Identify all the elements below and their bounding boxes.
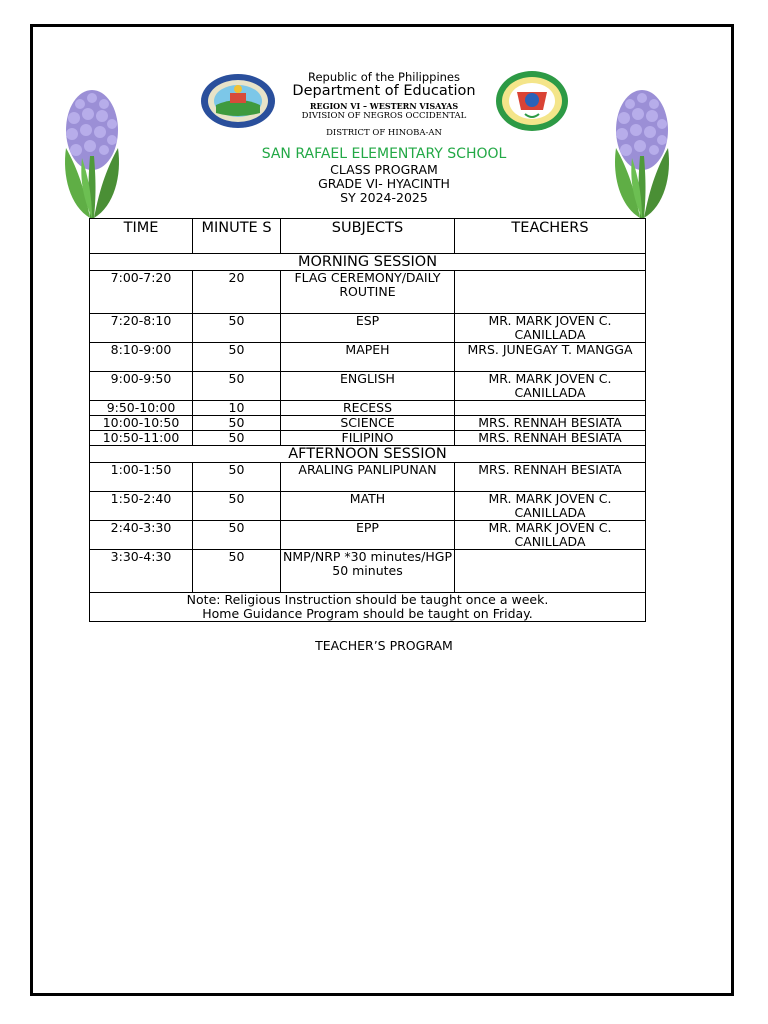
- teacher-cell: MRS. RENNAH BESIATA: [455, 463, 646, 492]
- time-cell: 9:50-10:00: [90, 401, 193, 416]
- teacher-cell: MRS. JUNEGAY T. MANGGA: [455, 343, 646, 372]
- division-text: DIVISION OF NEGROS OCCIDENTAL: [301, 111, 467, 121]
- teachers-program-title: TEACHER’S PROGRAM: [315, 638, 453, 653]
- subject-cell: SCIENCE: [281, 416, 455, 431]
- program-title: CLASS PROGRAM: [330, 162, 438, 177]
- note-row: [90, 593, 646, 622]
- teacher-cell: MR. MARK JOVEN C. CANILLADA: [455, 521, 646, 550]
- minutes-cell: 50: [193, 343, 281, 372]
- time-cell: 8:10-9:00: [90, 343, 193, 372]
- header-subjects: SUBJECTS: [281, 219, 455, 254]
- table-row: [90, 271, 646, 314]
- district-text: DISTRICT OF HINOBA-AN: [326, 128, 442, 138]
- table-row: [90, 492, 646, 521]
- subject-cell: MAPEH: [281, 343, 455, 372]
- table-header-row: [90, 219, 646, 254]
- teacher-cell: MR. MARK JOVEN C. CANILLADA: [455, 492, 646, 521]
- time-cell: 1:50-2:40: [90, 492, 193, 521]
- subject-cell: FLAG CEREMONY/DAILY ROUTINE: [281, 271, 455, 314]
- afternoon-session-label: AFTERNOON SESSION: [90, 446, 646, 463]
- republic-text: Republic of the Philippines: [307, 70, 461, 84]
- school-name: SAN RAFAEL ELEMENTARY SCHOOL: [261, 146, 507, 162]
- table-row: [90, 314, 646, 343]
- note-line-2: Home Guidance Program should be taught on Friday.: [202, 606, 533, 621]
- time-cell: 1:00-1:50: [90, 463, 193, 492]
- minutes-cell: 50: [193, 492, 281, 521]
- table-row: [90, 343, 646, 372]
- time-cell: 2:40-3:30: [90, 521, 193, 550]
- note-cell: [90, 593, 646, 622]
- subject-cell: RECESS: [281, 401, 455, 416]
- table-row: [90, 550, 646, 593]
- minutes-cell: 10: [193, 401, 281, 416]
- minutes-cell: 20: [193, 271, 281, 314]
- time-cell: 3:30-4:30: [90, 550, 193, 593]
- grade-section: GRADE VI- HYACINTH: [318, 176, 450, 191]
- morning-session-label: MORNING SESSION: [90, 254, 646, 271]
- teacher-cell: [455, 401, 646, 416]
- header-minutes: MINUTE S: [193, 219, 281, 254]
- header-teachers: TEACHERS: [455, 219, 646, 254]
- teacher-cell: [455, 550, 646, 593]
- subject-cell: ENGLISH: [281, 372, 455, 401]
- region-text: REGION VI – WESTERN VISAYAS: [309, 101, 459, 111]
- minutes-cell: 50: [193, 372, 281, 401]
- afternoon-session-row: [90, 446, 646, 463]
- teacher-cell: MR. MARK JOVEN C. CANILLADA: [455, 372, 646, 401]
- header-time: TIME: [90, 219, 193, 254]
- minutes-cell: 50: [193, 550, 281, 593]
- minutes-cell: 50: [193, 463, 281, 492]
- table-row: [90, 431, 646, 446]
- minutes-cell: 50: [193, 431, 281, 446]
- subject-cell: MATH: [281, 492, 455, 521]
- subject-cell: ARALING PANLIPUNAN: [281, 463, 455, 492]
- time-cell: 7:00-7:20: [90, 271, 193, 314]
- teacher-cell: MR. MARK JOVEN C. CANILLADA: [455, 314, 646, 343]
- teacher-cell: MRS. RENNAH BESIATA: [455, 416, 646, 431]
- morning-session-row: [90, 254, 646, 271]
- subject-cell: FILIPINO: [281, 431, 455, 446]
- table-row: [90, 401, 646, 416]
- minutes-cell: 50: [193, 521, 281, 550]
- minutes-cell: 50: [193, 416, 281, 431]
- subject-cell: ESP: [281, 314, 455, 343]
- table-row: [90, 372, 646, 401]
- time-cell: 9:00-9:50: [90, 372, 193, 401]
- teacher-cell: MRS. RENNAH BESIATA: [455, 431, 646, 446]
- minutes-cell: 50: [193, 314, 281, 343]
- time-cell: 10:00-10:50: [90, 416, 193, 431]
- subject-cell: NMP/NRP *30 minutes/HGP 50 minutes: [281, 550, 455, 593]
- teacher-cell: [455, 271, 646, 314]
- subject-cell: EPP: [281, 521, 455, 550]
- time-cell: 7:20-8:10: [90, 314, 193, 343]
- class-schedule-table: [89, 218, 646, 622]
- table-row: [90, 521, 646, 550]
- table-row: [90, 416, 646, 431]
- department-text: Department of Education: [292, 83, 476, 99]
- table-row: [90, 463, 646, 492]
- time-cell: 10:50-11:00: [90, 431, 193, 446]
- school-year: SY 2024-2025: [340, 190, 428, 205]
- note-line-1: Note: Religious Instruction should be taught once a week.: [186, 592, 549, 607]
